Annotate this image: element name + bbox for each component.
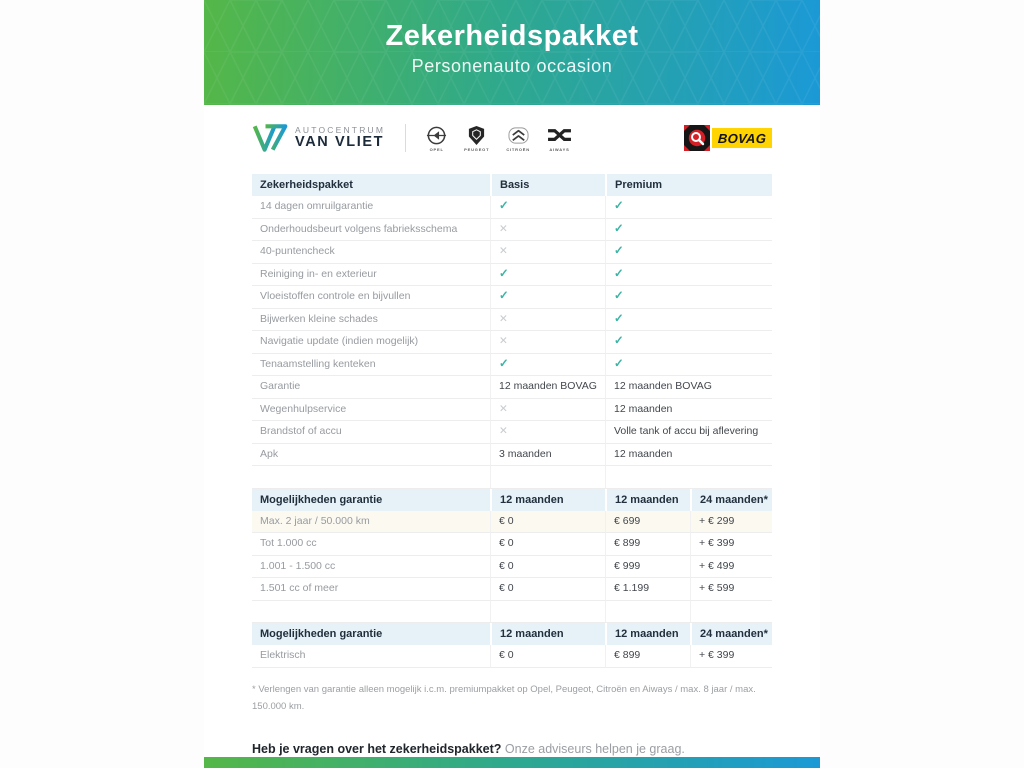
row-value-cell: + € 399 [690,645,772,668]
logo-divider [405,124,406,152]
footer-question-normal: Onze adviseurs helpen je graag. [501,741,685,756]
footnote: * Verlengen van garantie alleen mogelijk i.c.m. premiumpakket op Opel, Peugeot, Citroën en Aiways / max. 8 jaar / max. 150.000 km. [252,683,756,713]
row-value-cell: 12 maanden BOVAG [490,376,605,399]
garantie-brandstof-header-row [252,489,772,511]
peugeot-logo-icon [467,125,486,146]
row-value-cell [605,286,772,309]
van-vliet-logo-icon [252,122,288,154]
row-label-cell: Brandstof of accu [252,421,490,444]
row-label-cell: Apk [252,444,490,467]
cross-icon: ✕ [499,425,508,437]
check-icon: ✓ [614,335,624,347]
row-value-cell [490,219,605,242]
row-label-cell: 40-puntencheck [252,241,490,264]
row-value-cell [490,241,605,264]
dealer-logo [252,122,385,154]
row-value-cell [605,264,772,287]
row-value-cell [490,264,605,287]
table-row [252,444,772,467]
row-label-cell: 1.501 cc of meer [252,578,490,601]
row-value-cell: € 0 [490,511,605,534]
cross-icon: ✕ [499,335,508,347]
row-value-cell: + € 399 [690,533,772,556]
garantie-elektrisch-header-row [252,623,772,645]
check-icon: ✓ [614,245,624,257]
dealer-name-bottom: VAN VLIET [295,133,385,150]
table-row [252,533,772,556]
opel-logo-icon [426,125,447,146]
aiways-logo [547,125,572,152]
bovag-wordmark [712,128,772,148]
table-row [252,645,772,668]
header-cell: 12 maanden [490,489,605,511]
cross-icon: ✕ [499,312,508,325]
check-icon: ✓ [499,267,509,280]
aiways-logo-icon [547,125,572,146]
brand-logos [426,125,572,152]
table-row [252,354,772,377]
table-row [252,466,772,489]
logo-row [252,117,772,159]
header-bold-text: Mogelijkheden garantie [260,493,383,506]
citroen-logo-icon [508,125,529,146]
row-value-cell [605,331,772,354]
cross-icon: ✕ [499,402,508,415]
row-label-cell: Wegenhulpservice [252,399,490,422]
check-icon: ✓ [614,267,624,280]
peugeot-label: PEUGEOT [464,146,490,152]
header-cell: Premium [605,174,772,196]
page-title: Zekerheidspakket [385,20,639,52]
row-value-cell [490,196,605,219]
row-value-cell: + € 499 [690,556,772,579]
row-value-cell: € 0 [490,533,605,556]
row-value-cell [605,241,772,264]
check-icon: ✓ [499,357,509,370]
row-label-cell: Tenaamstelling kenteken [252,354,490,377]
opel-logo [426,125,447,152]
row-label-cell: Garantie [252,376,490,399]
row-label-cell: Onderhoudsbeurt volgens fabrieksschema [252,219,490,242]
row-value-cell [490,354,605,377]
citroen-label: CITROËN [506,146,530,152]
row-value-cell [690,601,772,624]
row-value-cell [605,466,772,489]
row-value-cell [490,399,605,422]
row-value-cell [490,601,605,624]
row-value-cell: € 0 [490,645,605,668]
row-value-cell [490,466,605,489]
opel-label: OPEL [429,146,444,152]
row-value-cell: 3 maanden [490,444,605,467]
flyer-page [204,0,820,768]
aiways-label: AIWAYS [549,146,570,152]
package-table [252,174,772,489]
row-value-cell: 12 maanden [605,444,772,467]
check-icon: ✓ [614,200,624,212]
header-cell: 24 maanden* [690,489,772,511]
table-row [252,399,772,422]
table-row [252,196,772,219]
row-value-cell: € 0 [490,578,605,601]
header-label-cell [252,489,490,511]
row-value-cell [605,219,772,242]
row-label-cell: Bijwerken kleine schades [252,309,490,332]
table-row [252,601,772,624]
check-icon: ✓ [614,312,624,325]
bovag-logo [684,125,772,151]
row-value-cell [605,354,772,377]
package-header-row [252,174,772,196]
row-value-cell [605,309,772,332]
row-value-cell: € 699 [605,511,690,534]
header-cell: 24 maanden* [690,623,772,645]
table-row [252,421,772,444]
header-cell: 12 maanden [605,623,690,645]
row-label-cell [252,601,490,624]
footer-question [252,742,772,756]
row-value-cell: 12 maanden [605,399,772,422]
table-row [252,286,772,309]
table-row [252,264,772,287]
row-value-cell [605,601,690,624]
dealer-name-top: AUTOCENTRUM [295,124,386,135]
table-row [252,556,772,579]
header-cell: Basis [490,174,605,196]
check-icon: ✓ [614,357,624,370]
row-label-cell: Vloeistoffen controle en bijvullen [252,286,490,309]
page-subtitle: Personenauto occasion [411,56,613,76]
bottom-gradient-bar [204,757,820,768]
table-row [252,241,772,264]
check-icon: ✓ [614,290,624,302]
table-row [252,219,772,242]
row-value-cell: € 899 [605,533,690,556]
row-value-cell [490,421,605,444]
table-row [252,331,772,354]
row-value-cell: € 1.199 [605,578,690,601]
row-value-cell [490,286,605,309]
check-icon: ✓ [499,290,509,302]
row-value-cell [490,331,605,354]
row-value-cell: € 899 [605,645,690,668]
table-row [252,309,772,332]
row-label-cell: Navigatie update (indien mogelijk) [252,331,490,354]
row-label-cell: 14 dagen omruilgarantie [252,196,490,219]
garantie-elektrisch-table [252,623,772,668]
cross-icon: ✕ [499,222,508,235]
row-label-cell [252,466,490,489]
tables-container [252,174,772,668]
cross-icon: ✕ [499,245,508,257]
dealer-name [295,126,385,150]
row-value-cell: Volle tank of accu bij aflevering [605,421,772,444]
check-icon: ✓ [614,222,624,235]
citroen-logo [506,125,530,152]
bovag-logo-icon [684,125,710,151]
content-area [252,174,772,756]
header-label-cell: Zekerheidspakket [252,174,490,196]
row-label-cell: Elektrisch [252,645,490,668]
header-label-cell [252,623,490,645]
row-value-cell: € 999 [605,556,690,579]
row-label-cell: 1.001 - 1.500 cc [252,556,490,579]
row-label-cell: Tot 1.000 cc [252,533,490,556]
header-cell: 12 maanden [490,623,605,645]
peugeot-logo [464,125,489,152]
header-bold-text: Mogelijkheden garantie [260,628,383,640]
table-row [252,511,772,534]
row-value-cell [605,196,772,219]
row-value-cell: + € 299 [690,511,772,534]
check-icon: ✓ [499,200,509,212]
footer-question-bold: Heb je vragen over het zekerheidspakket? [252,741,502,756]
row-value-cell: € 0 [490,556,605,579]
garantie-brandstof-table [252,489,772,624]
bovag-label: BOVAG [717,130,767,146]
row-label-cell: Max. 2 jaar / 50.000 km [252,511,490,534]
row-label-cell: Reiniging in- en exterieur [252,264,490,287]
row-value-cell: + € 599 [690,578,772,601]
hero-banner [204,0,820,105]
header-cell: 12 maanden [605,489,690,511]
table-row [252,376,772,399]
table-row [252,578,772,601]
row-value-cell: 12 maanden BOVAG [605,376,772,399]
row-value-cell [490,309,605,332]
